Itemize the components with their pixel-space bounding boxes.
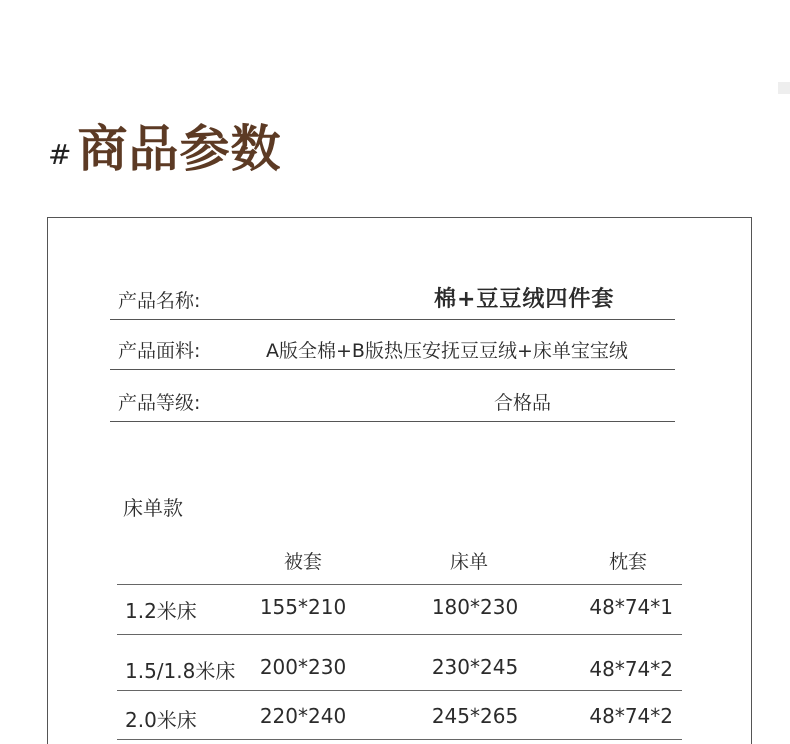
info-label: 产品等级: bbox=[118, 392, 201, 414]
table-divider bbox=[117, 739, 682, 740]
section-heading bbox=[48, 116, 281, 180]
table-cell-pillow: 48*74*2 bbox=[589, 704, 673, 728]
table-cell-pillow: 48*74*1 bbox=[589, 595, 673, 619]
info-row-product-grade bbox=[110, 382, 675, 422]
table-cell-size: 2.0米床 bbox=[125, 708, 197, 732]
table-cell-duvet: 220*240 bbox=[259, 704, 347, 728]
table-cell-sheet: 245*265 bbox=[431, 704, 519, 728]
col-header-pillow: 枕套 bbox=[608, 551, 648, 573]
page-title: 商品参数 bbox=[77, 119, 282, 178]
table-divider bbox=[117, 690, 682, 691]
info-value: 合格品 bbox=[494, 392, 552, 414]
info-label: 产品面料: bbox=[118, 340, 201, 362]
info-row-product-name bbox=[110, 280, 675, 320]
info-label: 产品名称: bbox=[118, 290, 201, 312]
corner-mark bbox=[778, 82, 790, 94]
table-cell-duvet: 200*230 bbox=[259, 655, 347, 679]
info-value: 棉+豆豆绒四件套 bbox=[434, 287, 615, 312]
table-divider bbox=[117, 634, 682, 635]
table-cell-pillow: 48*74*2 bbox=[589, 657, 673, 681]
heading-hash: # bbox=[48, 137, 72, 171]
info-value: A版全棉+B版热压安抚豆豆绒+床单宝宝绒 bbox=[266, 340, 628, 362]
table-cell-size: 1.2米床 bbox=[125, 599, 197, 623]
table-cell-sheet: 180*230 bbox=[431, 595, 519, 619]
col-header-duvet: 被套 bbox=[283, 551, 323, 573]
table-title: 床单款 bbox=[123, 496, 183, 520]
table-divider bbox=[117, 584, 682, 585]
table-cell-size: 1.5/1.8米床 bbox=[125, 659, 236, 683]
info-row-product-material bbox=[110, 330, 675, 370]
col-header-sheet: 床单 bbox=[449, 551, 489, 573]
table-cell-sheet: 230*245 bbox=[431, 655, 519, 679]
table-cell-duvet: 155*210 bbox=[259, 595, 347, 619]
